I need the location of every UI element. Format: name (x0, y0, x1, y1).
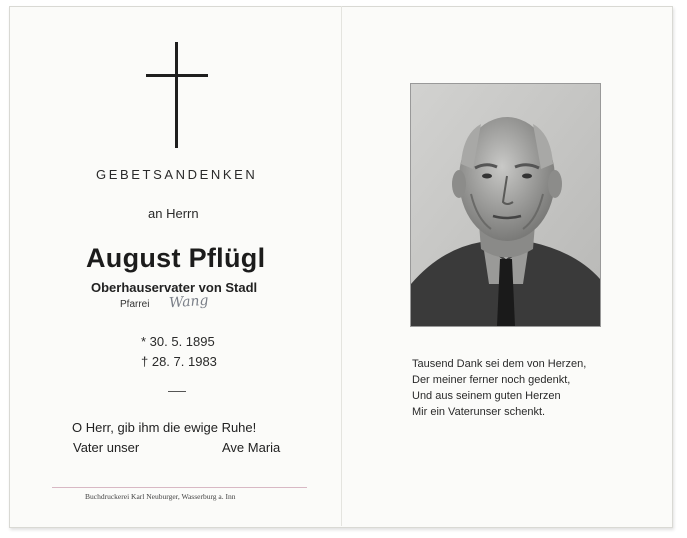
card-heading: GEBETSANDENKEN (96, 167, 258, 182)
addressed-to: an Herrn (148, 206, 199, 221)
verse-line: Und aus seinem guten Herzen (412, 390, 561, 402)
printer-credit: Buchdruckerei Karl Neuburger, Wasserburg a. Inn (85, 492, 236, 501)
prayer-vater-unser: Vater unser (73, 440, 140, 455)
verse-line: Mir ein Vaterunser schenkt. (412, 406, 546, 418)
portrait-photo (410, 83, 601, 327)
deceased-name: August Pflügl (86, 243, 266, 273)
occupation: Oberhauservater von Stadl (91, 280, 258, 295)
card-fold (341, 6, 342, 526)
parish-handwritten: Wang (168, 292, 210, 312)
printer-rule (52, 487, 307, 488)
prayer-line: O Herr, gib ihm die ewige Ruhe! (72, 420, 257, 435)
divider (168, 391, 186, 392)
prayer-ave-maria: Ave Maria (222, 440, 281, 455)
verse-line: Der meiner ferner noch gedenkt, (412, 374, 571, 386)
death-date: † 28. 7. 1983 (141, 354, 217, 369)
birth-date: * 30. 5. 1895 (141, 334, 215, 349)
verse-line: Tausend Dank sei dem von Herzen, (412, 358, 587, 370)
parish-label: Pfarrei (120, 299, 150, 310)
cross-icon (146, 42, 208, 150)
verse-block (412, 356, 586, 420)
